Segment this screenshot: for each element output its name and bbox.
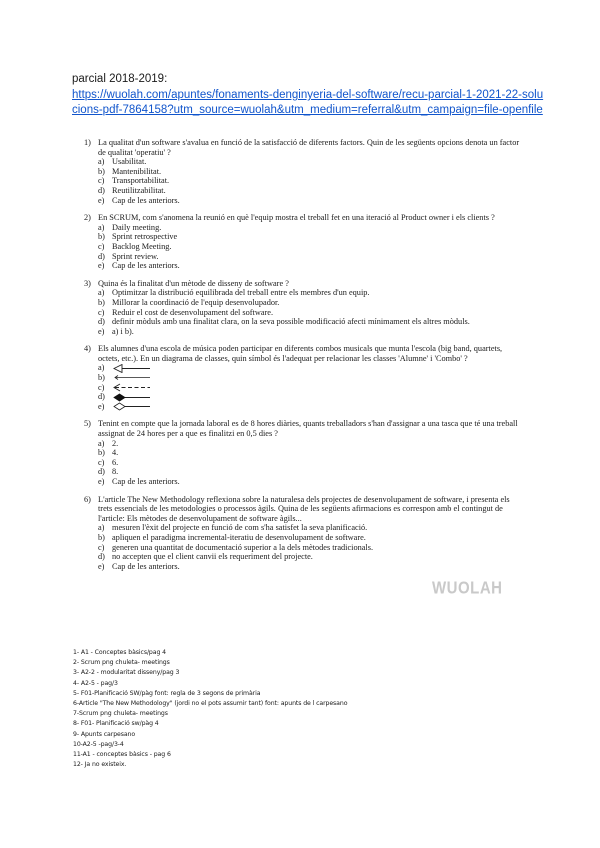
question-text: L'article The New Methodology reflexiona sobre la naturalesa dels projectes de desenvolupament de software, i presenta els trets essencials de les metodologies o processos àgils. Quina de les següents afirmacions es correspon amb el contingut de l'article: Els mètodes de desenvolupament de software àgils...	[98, 494, 510, 523]
question-number: 6)	[84, 494, 91, 504]
option-c: c) Reduir el cost de desenvolupament del software.	[98, 307, 274, 317]
answer-notes	[73, 648, 347, 770]
question-number: 4)	[84, 344, 91, 354]
option-b: b) Mantenibilitat.	[98, 166, 162, 176]
source-link[interactable]: https://wuolah.com/apuntes/fonaments-denginyeria-del-software/recu-parcial-1-2021-22-solu	[72, 89, 544, 101]
option-c: c) 6.	[98, 457, 119, 467]
hollow-triangle-arrow-icon	[112, 364, 152, 373]
option-c: c)	[98, 383, 524, 393]
note-line: 6-Article "The New Methodology" (jordi no el pots assumir tant) font: apunts de l carpesano	[73, 700, 348, 708]
option-d: d)	[98, 392, 524, 402]
question-text: Quina és la finalitat d'un mètode de disseny de software ?	[98, 278, 289, 288]
question-number: 3)	[84, 278, 91, 288]
option-a: a)	[98, 363, 524, 373]
wuolah-watermark: WUOLAH	[432, 578, 503, 599]
option-b: b) apliquen el paradigma incremental-iteratiu de desenvolupament de software.	[98, 532, 366, 542]
option-e: e) Cap de les anteriors.	[98, 195, 180, 205]
question-number: 2)	[84, 213, 91, 223]
exam-scan	[84, 138, 524, 579]
note-line: 4- A2-5 - pag/3	[73, 679, 118, 687]
note-line: 12- Ja no existeix.	[73, 761, 127, 769]
option-a: a) Optimitzar la distribució equilibrada del treball entre els membres d'un equip.	[98, 288, 370, 298]
option-e: e) Cap de les anteriors.	[98, 561, 180, 571]
question-1	[84, 138, 524, 205]
question-2	[84, 213, 524, 271]
option-d: d) Sprint review.	[98, 251, 159, 261]
question-6	[84, 495, 524, 572]
note-line: 3- A2-2 - modularitat disseny/pag 3	[73, 669, 180, 677]
hollow-diamond-icon	[112, 402, 152, 411]
source-link-line-1[interactable]	[72, 88, 543, 103]
question-number: 1)	[84, 138, 91, 147]
option-c: c) Backlog Meeting.	[98, 241, 172, 251]
note-line: 11-A1 - conceptes bàsics - pag 6	[73, 751, 171, 759]
note-line: 7-Scrum png chuleta- meetings	[73, 710, 168, 718]
question-text: La qualitat d'un software s'avalua en funció de la satisfacció de diferents factors. Quin de les següents opcions denota un factor de qualitat 'operatiu' ?	[98, 138, 520, 157]
option-b: b) Millorar la coordinació de l'equip desenvolupador.	[98, 297, 280, 307]
option-c: c) Transportabilitat.	[98, 176, 170, 186]
option-e: e) Cap de les anteriors.	[98, 261, 180, 271]
dashed-open-arrow-icon	[112, 383, 152, 392]
plain-line-arrow-icon	[112, 373, 152, 382]
option-d: d) definir mòduls amb una finalitat clara, on la seva possible modificació afecti mínimament els altres mòduls.	[98, 317, 470, 327]
source-link-continued[interactable]: cions-pdf-7864158?utm_source=wuolah&utm_medium=referral&utm_campaign=file-openfile	[72, 104, 543, 116]
question-4	[84, 344, 524, 411]
document-header-label: parcial 2018-2019:	[72, 73, 168, 85]
option-b: b)	[98, 373, 524, 383]
option-e: e)	[98, 402, 524, 412]
question-number: 5)	[84, 419, 91, 429]
question-3	[84, 279, 524, 337]
option-b: b) Sprint retrospective	[98, 232, 178, 242]
question-text: Els alumnes d'una escola de música poden participar en diferents combos musicals que munta l'escola (big band, quartets, octets, etc.). En un diagrama de classes, quin símbol és l'adequat per relacionar les classes 'Alumne' i 'Combo' ?	[98, 344, 503, 363]
option-a: a) mesuren l'èxit del projecte en funció de com s'ha satisfet la seva planificació.	[98, 523, 368, 533]
option-a: a) Usabilitat.	[98, 157, 147, 167]
source-link-line-2[interactable]	[72, 103, 543, 118]
option-d: d) Reutilitzabilitat.	[98, 185, 166, 195]
note-line: 5- F01-Planificació SW/pàg font: regla de 3 segons de primària	[73, 689, 261, 697]
note-line: 9- Apunts carpesano	[73, 730, 136, 738]
option-c: c) generen una quantitat de documentació superior a la dels mètodes tradicionals.	[98, 542, 374, 552]
option-e: e) a) i b).	[98, 326, 134, 336]
option-b: b) 4.	[98, 448, 119, 458]
option-d: d) no accepten que el client canvii els requeriment del projecte.	[98, 552, 313, 562]
question-text: En SCRUM, com s'anomena la reunió en què l'equip mostra el treball fet en una iteració al Product owner i els clients ?	[98, 213, 495, 223]
option-a: a) 2.	[98, 438, 119, 448]
option-a: a) Daily meeting.	[98, 222, 162, 232]
question-5	[84, 419, 524, 486]
note-line: 2- Scrum png chuleta- meetings	[73, 659, 170, 667]
note-line: 8- F01- Planificació sw/pàg 4	[73, 720, 159, 728]
option-e: e) Cap de les anteriors.	[98, 477, 180, 486]
question-text: Tenint en compte que la jornada laboral es de 8 hores diàries, quants treballadors s'han d'assignar a una tasca que té una treball assignat de 24 hores per a que es finalitzi en 0,5 dies ?	[98, 419, 518, 439]
note-line: 10-A2-5 -pag/3-4	[73, 740, 124, 748]
note-line: 1- A1 - Conceptes bàsics/pag 4	[73, 649, 166, 656]
filled-diamond-icon	[112, 393, 152, 402]
option-d: d) 8.	[98, 467, 119, 477]
